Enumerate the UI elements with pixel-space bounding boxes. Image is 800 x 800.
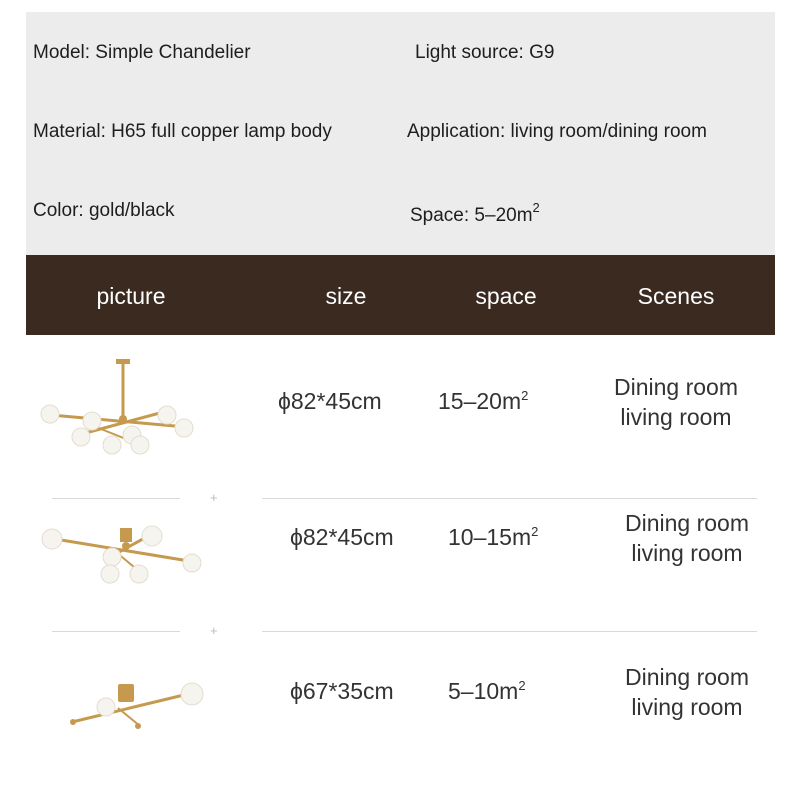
plus-icon: + xyxy=(210,623,218,638)
row1-scene-living: living room xyxy=(620,404,732,430)
spec-material: Material: H65 full copper lamp body xyxy=(33,121,332,142)
row2-scenes xyxy=(607,508,767,568)
row3-scenes xyxy=(607,662,767,722)
row3-scene-living: living room xyxy=(631,694,743,720)
spec-color: Color: gold/black xyxy=(33,200,175,221)
row1-scene-dining: Dining room xyxy=(614,374,738,400)
row3-space xyxy=(448,678,526,705)
spec-model: Model: Simple Chandelier xyxy=(33,42,251,63)
row1-size: ϕ82*45cm xyxy=(278,388,382,414)
row3-space-text: 5–10m xyxy=(448,678,519,704)
divider-left xyxy=(52,631,180,632)
header-space: space xyxy=(475,283,537,309)
row1-space-sup: 2 xyxy=(521,388,529,403)
row3-scene-dining: Dining room xyxy=(625,664,749,690)
divider-left xyxy=(52,498,180,499)
spec-space-text: Space: 5–20m xyxy=(410,205,533,226)
chandelier-icon xyxy=(36,355,196,465)
chandelier-icon xyxy=(40,522,205,587)
header-picture: picture xyxy=(96,283,166,309)
row1-space-text: 15–20m xyxy=(438,388,522,414)
row2-space-sup: 2 xyxy=(531,524,539,539)
table-header xyxy=(26,255,775,335)
divider-right xyxy=(262,498,757,499)
row2-space xyxy=(448,524,538,551)
header-size: size xyxy=(325,283,367,309)
spec-application: Application: living room/dining room xyxy=(407,121,707,142)
row3-space-sup: 2 xyxy=(518,678,526,693)
row3-size: ϕ67*35cm xyxy=(290,678,394,704)
header-scenes: Scenes xyxy=(637,283,715,309)
plus-icon: + xyxy=(210,490,218,505)
divider-right xyxy=(262,631,757,632)
spec-light-source: Light source: G9 xyxy=(415,42,555,63)
spec-space xyxy=(410,200,540,227)
row1-scenes xyxy=(596,372,756,432)
row2-scene-dining: Dining room xyxy=(625,510,749,536)
chandelier-icon xyxy=(68,678,208,733)
row1-space xyxy=(438,388,528,415)
row2-space-text: 10–15m xyxy=(448,524,532,550)
spec-space-sup: 2 xyxy=(532,200,540,215)
row2-size: ϕ82*45cm xyxy=(290,524,394,550)
row2-scene-living: living room xyxy=(631,540,743,566)
